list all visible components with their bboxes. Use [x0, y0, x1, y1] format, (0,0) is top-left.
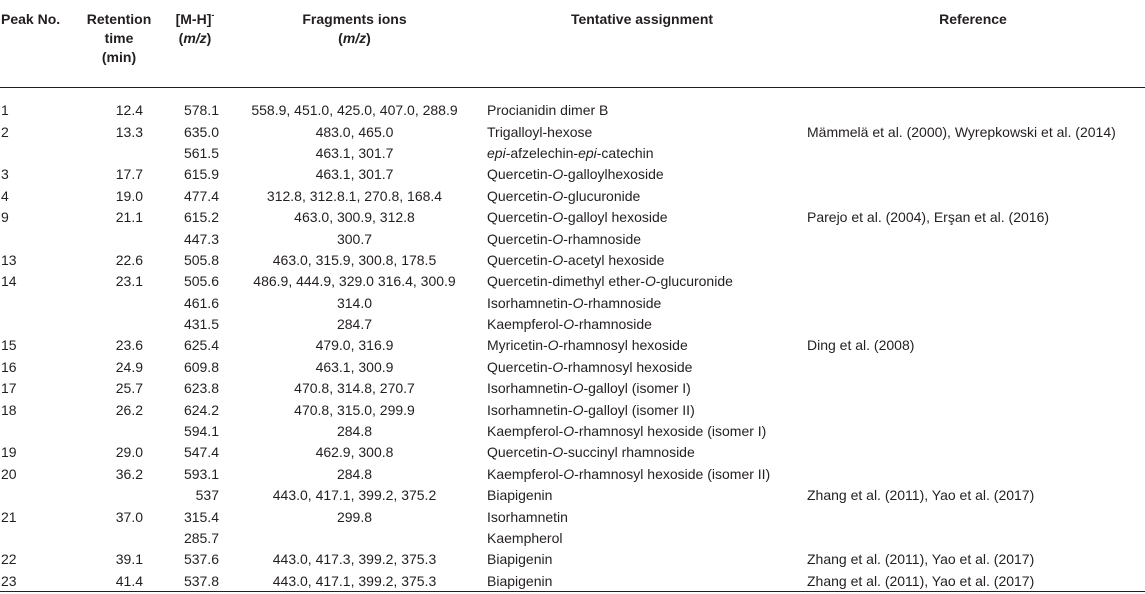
mz-cell: 635.0 — [183, 123, 219, 140]
reference-cell — [801, 143, 1145, 164]
mz-cell: 615.2 — [183, 209, 219, 226]
reference-cell: Zhang et al. (2011), Yao et al. (2017) — [807, 572, 1035, 589]
assignment-segment: Procianidin dimer B — [487, 102, 609, 119]
assignment-segment: -galloylhexoside — [563, 166, 664, 183]
assignment-segment: Isorhamnetin- — [487, 401, 573, 418]
mz-cell: 623.8 — [183, 380, 219, 397]
table-row — [0, 228, 1145, 249]
retention-time-cell: 19.0 — [115, 187, 143, 204]
assignment-cell — [483, 207, 801, 228]
table-row — [0, 485, 1145, 506]
fragments-cell: 284.8 — [336, 465, 373, 482]
peak-cell: 4 — [1, 187, 9, 204]
assignment-cell — [483, 88, 801, 122]
assignment-segment: Quercetin- — [487, 230, 553, 247]
peak-cell: 21 — [1, 508, 17, 525]
assignment-cell — [483, 293, 801, 314]
mz-cell: 609.8 — [183, 358, 219, 375]
reference-cell — [801, 293, 1145, 314]
peak-cell: 3 — [1, 166, 9, 183]
assignment-segment: O — [563, 465, 575, 482]
peak-cell: 16 — [1, 358, 17, 375]
header-assignment: Tentative assignment — [483, 0, 801, 88]
assignment-segment: -glucuronide — [563, 187, 641, 204]
assignment-segment: -glucuronide — [655, 273, 733, 290]
peak-cell — [0, 293, 74, 314]
reference-cell — [801, 164, 1145, 185]
assignment-segment: -galloyl hexoside — [563, 209, 668, 226]
retention-time-cell — [74, 143, 164, 164]
fragments-cell: 463.1, 301.7 — [315, 166, 394, 183]
assignment-segment: Biapigenin — [487, 551, 553, 568]
mz-cell: 625.4 — [183, 337, 219, 354]
table-row — [0, 143, 1145, 164]
table-row — [0, 271, 1145, 292]
assignment-segment: Isorhamnetin- — [487, 380, 573, 397]
header-fragments — [226, 0, 483, 88]
retention-time-cell: 23.6 — [115, 337, 143, 354]
retention-time-cell: 24.9 — [115, 358, 143, 375]
peak-cell: 15 — [1, 337, 17, 354]
reference-cell — [801, 442, 1145, 463]
assignment-cell — [483, 228, 801, 249]
peak-cell: 19 — [1, 444, 17, 461]
assignment-segment: Quercetin- — [487, 187, 553, 204]
assignment-segment: Trigalloyl-hexose — [487, 123, 593, 140]
assignment-cell — [483, 399, 801, 420]
retention-time-cell: 41.4 — [115, 572, 143, 589]
peak-cell — [0, 228, 74, 249]
assignment-cell — [483, 528, 801, 549]
assignment-segment: O — [552, 444, 564, 461]
header-mh-charge: - — [211, 10, 215, 20]
fragments-cell: 284.8 — [336, 423, 373, 440]
assignment-segment: -succinyl rhamnoside — [563, 444, 695, 461]
table-row — [0, 293, 1145, 314]
retention-time-cell: 39.1 — [115, 551, 143, 568]
table-body — [0, 88, 1145, 592]
assignment-cell — [483, 271, 801, 292]
fragments-cell — [226, 528, 483, 549]
peak-cell: 13 — [1, 251, 17, 268]
peak-cell — [0, 421, 74, 442]
peak-cell — [0, 485, 74, 506]
table-row — [0, 207, 1145, 228]
reference-cell: Ding et al. (2008) — [807, 337, 915, 354]
table-row — [0, 314, 1145, 335]
assignment-segment: -rhamnoside — [563, 230, 642, 247]
retention-time-cell: 23.1 — [115, 273, 143, 290]
fragments-cell: 284.7 — [336, 316, 373, 333]
assignment-cell — [483, 186, 801, 207]
assignment-cell — [483, 485, 801, 506]
mz-cell: 447.3 — [183, 230, 219, 247]
fragments-cell: 443.0, 417.3, 399.2, 375.3 — [272, 551, 437, 568]
assignment-segment: epi — [487, 144, 506, 161]
bottom-rule — [0, 591, 1145, 592]
retention-time-cell: 17.7 — [115, 166, 143, 183]
assignment-cell — [483, 549, 801, 570]
reference-cell — [801, 88, 1145, 122]
reference-cell — [801, 314, 1145, 335]
reference-cell: Zhang et al. (2011), Yao et al. (2017) — [807, 487, 1035, 504]
fragments-cell: 314.0 — [336, 294, 373, 311]
mz-cell: 431.5 — [183, 316, 219, 333]
assignment-cell — [483, 143, 801, 164]
retention-time-cell — [74, 485, 164, 506]
fragments-cell: 483.0, 465.0 — [315, 123, 394, 140]
peak-cell: 9 — [1, 209, 9, 226]
mz-cell: 315.4 — [183, 508, 219, 525]
table-row — [0, 335, 1145, 356]
peak-cell — [0, 528, 74, 549]
fragments-cell: 470.8, 315.0, 299.9 — [294, 401, 415, 418]
assignment-segment: -rhamnosyl hexoside (isomer I) — [574, 423, 767, 440]
reference-cell — [801, 250, 1145, 271]
assignment-segment: -rhamnoside — [574, 316, 652, 333]
assignment-segment: O — [572, 380, 584, 397]
header-reference: Reference — [801, 0, 1145, 88]
header-retention-line-3: (min) — [101, 49, 137, 65]
reference-cell: Zhang et al. (2011), Yao et al. (2017) — [807, 551, 1035, 568]
assignment-segment: O — [552, 209, 564, 226]
mz-cell: 477.4 — [183, 187, 219, 204]
fragments-cell: 463.1, 301.7 — [315, 144, 394, 161]
mz-cell: 537 — [195, 487, 219, 504]
reference-cell — [801, 271, 1145, 292]
assignment-segment: O — [547, 337, 559, 354]
assignment-cell — [483, 571, 801, 592]
assignment-segment: Biapigenin — [487, 487, 553, 504]
retention-time-cell: 25.7 — [115, 380, 143, 397]
assignment-segment: -rhamnosyl hexoside (isomer II) — [574, 465, 771, 482]
header-peak: Peak No. — [0, 0, 74, 88]
header-mh-label: [M-H] — [175, 11, 212, 27]
reference-cell — [801, 528, 1145, 549]
assignment-segment: Quercetin-dimethyl ether- — [487, 273, 645, 290]
assignment-segment: -rhamnosyl hexoside — [563, 358, 693, 375]
assignment-segment: Kaempherol — [487, 530, 563, 546]
assignment-segment: -catechin — [596, 144, 654, 161]
header-retention-line-2: time — [104, 30, 134, 46]
assignment-segment: O — [572, 294, 584, 311]
fragments-cell: 486.9, 444.9, 329.0 316.4, 300.9 — [253, 273, 456, 290]
assignment-segment: Quercetin- — [487, 358, 553, 375]
fragments-cell: 312.8, 312.8.1, 270.8, 168.4 — [266, 187, 443, 204]
mz-cell: 537.6 — [183, 551, 219, 568]
reference-cell — [801, 357, 1145, 378]
table-row — [0, 442, 1145, 463]
assignment-cell — [483, 442, 801, 463]
reference-cell — [801, 421, 1145, 442]
header-fragments-unit: (m/z) — [338, 30, 371, 46]
assignment-segment: Quercetin- — [487, 166, 553, 183]
retention-time-cell: 29.0 — [115, 444, 143, 461]
mz-cell: 505.8 — [183, 251, 219, 268]
retention-time-cell: 12.4 — [115, 102, 143, 119]
fragments-cell: 463.0, 300.9, 312.8 — [294, 209, 415, 226]
table-row — [0, 88, 1145, 122]
assignment-segment: O — [552, 166, 564, 183]
header-row — [0, 0, 1145, 88]
assignment-segment: -rhamnosyl hexoside — [558, 337, 688, 354]
peak-cell: 22 — [1, 551, 17, 568]
table-row — [0, 121, 1145, 142]
assignment-segment: -galloyl (isomer II) — [583, 401, 695, 418]
fragments-cell: 299.8 — [336, 508, 373, 525]
reference-cell — [801, 186, 1145, 207]
reference-cell: Parejo et al. (2004), Erşan et al. (2016) — [807, 209, 1050, 226]
fragments-cell: 462.9, 300.8 — [315, 444, 394, 461]
reference-cell — [801, 464, 1145, 485]
assignment-cell — [483, 335, 801, 356]
retention-time-cell — [74, 293, 164, 314]
assignment-cell — [483, 378, 801, 399]
peak-cell — [0, 314, 74, 335]
fragments-cell: 463.1, 300.9 — [315, 358, 394, 375]
retention-time-cell: 26.2 — [115, 401, 143, 418]
table-row — [0, 164, 1145, 185]
fragments-cell: 470.8, 314.8, 270.7 — [294, 380, 415, 397]
table-row — [0, 528, 1145, 549]
mz-cell: 578.1 — [183, 102, 219, 119]
peak-cell: 2 — [1, 123, 9, 140]
retention-time-cell — [74, 421, 164, 442]
peak-cell: 1 — [1, 102, 9, 119]
table-row — [0, 464, 1145, 485]
header-fragments-label: Fragments ions — [302, 11, 407, 27]
header-retention — [74, 0, 164, 88]
assignment-cell — [483, 121, 801, 142]
assignment-segment: Kaempferol- — [487, 465, 564, 482]
assignment-segment: -acetyl hexoside — [563, 251, 665, 268]
assignment-segment: Kaempferol- — [487, 423, 564, 440]
retention-time-cell: 13.3 — [115, 123, 143, 140]
retention-time-cell — [74, 528, 164, 549]
assignment-segment: O — [552, 251, 564, 268]
assignment-segment: epi — [578, 144, 597, 161]
reference-cell — [801, 506, 1145, 527]
reference-cell — [801, 399, 1145, 420]
reference-cell — [801, 228, 1145, 249]
assignment-segment: O — [552, 230, 564, 247]
assignment-segment: Kaempferol- — [487, 316, 564, 333]
assignment-segment: O — [644, 273, 656, 290]
table-row — [0, 378, 1145, 399]
mz-cell: 624.2 — [183, 401, 219, 418]
reference-cell — [801, 378, 1145, 399]
retention-time-cell: 37.0 — [115, 508, 143, 525]
mz-cell: 615.9 — [183, 166, 219, 183]
assignment-cell — [483, 464, 801, 485]
peak-cell: 17 — [1, 380, 17, 397]
fragments-cell: 443.0, 417.1, 399.2, 375.3 — [272, 572, 437, 589]
table-row — [0, 571, 1145, 592]
fragments-cell: 479.0, 316.9 — [315, 337, 394, 354]
assignment-segment: O — [563, 423, 575, 440]
mz-cell: 461.6 — [183, 294, 219, 311]
table-row — [0, 399, 1145, 420]
assignment-segment: Quercetin- — [487, 444, 553, 461]
fragments-cell: 300.7 — [336, 230, 373, 247]
peak-cell: 20 — [1, 465, 17, 482]
assignment-cell — [483, 357, 801, 378]
assignment-segment: -afzelechin- — [505, 144, 579, 161]
mz-cell: 594.1 — [183, 423, 219, 440]
assignment-segment: Quercetin- — [487, 209, 553, 226]
peak-cell: 18 — [1, 401, 17, 418]
peak-cell: 14 — [1, 273, 17, 290]
mz-cell: 547.4 — [183, 444, 219, 461]
table-row — [0, 357, 1145, 378]
retention-time-cell: 36.2 — [115, 465, 143, 482]
assignment-segment: Isorhamnetin — [487, 508, 568, 525]
assignment-segment: O — [552, 358, 564, 375]
assignment-segment: Biapigenin — [487, 572, 553, 589]
table-row — [0, 250, 1145, 271]
assignment-segment: O — [563, 316, 575, 333]
assignment-segment: Isorhamnetin- — [487, 294, 573, 311]
retention-time-cell — [74, 314, 164, 335]
table-row — [0, 549, 1145, 570]
reference-cell: Mämmelä et al. (2000), Wyrepkowski et al. (2014) — [807, 123, 1116, 140]
assignment-segment: O — [552, 187, 564, 204]
peak-cell: 23 — [1, 572, 17, 589]
assignment-cell — [483, 314, 801, 335]
retention-time-cell: 22.6 — [115, 251, 143, 268]
mz-cell: 285.7 — [183, 530, 219, 546]
mz-cell: 561.5 — [183, 144, 219, 161]
assignment-cell — [483, 421, 801, 442]
assignment-cell — [483, 164, 801, 185]
mz-cell: 505.6 — [183, 273, 219, 290]
assignment-segment: Myricetin- — [487, 337, 548, 354]
peak-cell — [0, 143, 74, 164]
fragments-cell: 443.0, 417.1, 399.2, 375.2 — [272, 487, 437, 504]
fragments-cell: 463.0, 315.9, 300.8, 178.5 — [272, 251, 437, 268]
retention-time-cell — [74, 228, 164, 249]
assignment-segment: Quercetin- — [487, 251, 553, 268]
mz-cell: 537.8 — [183, 572, 219, 589]
assignment-segment: -galloyl (isomer I) — [583, 380, 691, 397]
assignment-segment: O — [572, 401, 584, 418]
assignment-cell — [483, 250, 801, 271]
assignment-segment: -rhamnoside — [583, 294, 662, 311]
header-retention-line-1: Retention — [86, 11, 152, 27]
retention-time-cell: 21.1 — [115, 209, 143, 226]
table-row — [0, 506, 1145, 527]
fragments-cell: 558.9, 451.0, 425.0, 407.0, 288.9 — [251, 102, 458, 119]
table-row — [0, 421, 1145, 442]
mz-cell: 593.1 — [183, 465, 219, 482]
header-mh-unit: (m/z) — [178, 30, 212, 46]
table-row — [0, 186, 1145, 207]
assignment-cell — [483, 506, 801, 527]
header-mh — [164, 0, 226, 88]
